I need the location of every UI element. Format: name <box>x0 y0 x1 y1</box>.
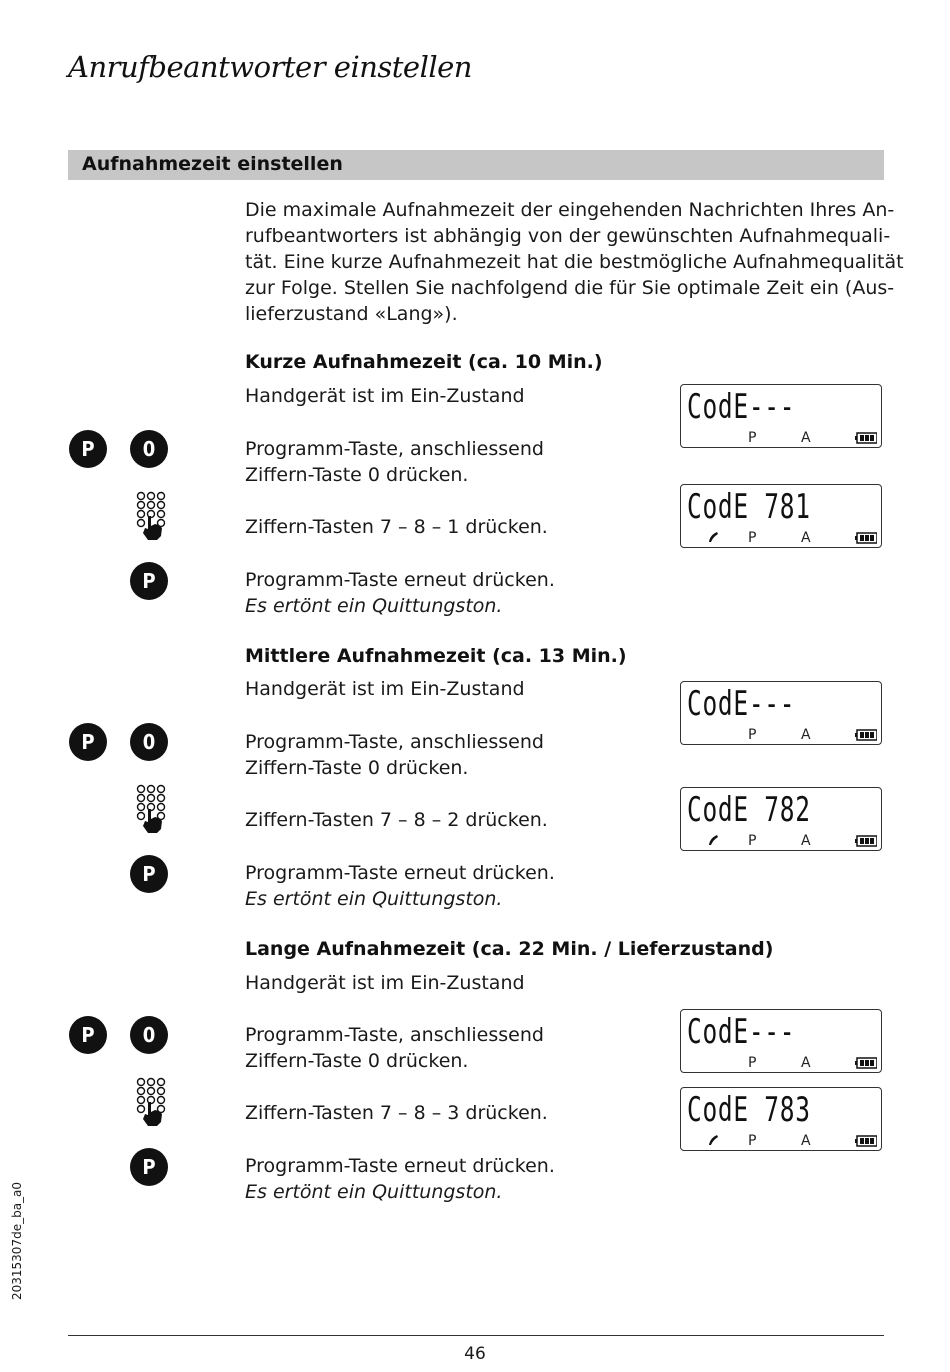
step-program-zero <box>245 729 544 781</box>
step-line: Programm-Taste erneut drücken. <box>245 862 555 884</box>
lcd-code-text: CodE 783 <box>687 1090 811 1130</box>
battery-icon <box>855 432 877 444</box>
p-key-icon: P <box>130 855 168 893</box>
confirmation-note: Es ertönt ein Quittungston. <box>245 888 503 910</box>
lcd-code-text: CodE--- <box>687 684 796 724</box>
page-number: 46 <box>464 1344 486 1364</box>
intro-line: tät. Eine kurze Aufnahmezeit hat die bestmögliche Aufnahmequalität <box>245 251 904 273</box>
step-digits: Ziffern-Tasten 7 – 8 – 2 drücken. <box>245 809 548 831</box>
handset-icon <box>707 833 721 847</box>
confirmation-note: Es ertönt ein Quittungston. <box>245 1181 503 1203</box>
intro-line: Die maximale Aufnahmezeit der eingehenden Nachrichten Ihres An- <box>245 199 895 221</box>
block-heading-long: Lange Aufnahmezeit (ca. 22 Min. / Lieferzustand) <box>245 938 774 960</box>
keypad-press-icon <box>133 1076 169 1126</box>
battery-icon <box>855 835 877 847</box>
intro-line: lieferzustand «Lang»). <box>245 303 458 325</box>
block-heading-short: Kurze Aufnahmezeit (ca. 10 Min.) <box>245 351 603 373</box>
lcd-p-indicator: P <box>748 530 757 546</box>
zero-key-icon: 0 <box>130 1016 168 1054</box>
step-digits: Ziffern-Tasten 7 – 8 – 3 drücken. <box>245 1102 548 1124</box>
handset-icon <box>707 530 721 544</box>
step-program-confirm <box>245 567 555 619</box>
step-line: Programm-Taste, anschliessend <box>245 438 544 460</box>
battery-icon <box>855 729 877 741</box>
step-line: Programm-Taste erneut drücken. <box>245 1155 555 1177</box>
lcd-code-text: CodE--- <box>687 1012 796 1052</box>
step-program-zero <box>245 1022 544 1074</box>
step-line: Programm-Taste, anschliessend <box>245 1024 544 1046</box>
block-state-text: Handgerät ist im Ein-Zustand <box>245 972 525 994</box>
keypad-press-icon <box>133 490 169 540</box>
step-program-zero <box>245 436 544 488</box>
lcd-a-indicator: A <box>801 1055 811 1071</box>
step-line: Programm-Taste, anschliessend <box>245 731 544 753</box>
step-line: Ziffern-Taste 0 drücken. <box>245 1050 469 1072</box>
lcd-a-indicator: A <box>801 1133 811 1149</box>
p-key-icon: P <box>69 430 107 468</box>
battery-icon <box>855 532 877 544</box>
battery-icon <box>855 1057 877 1069</box>
p-key-icon: P <box>69 723 107 761</box>
lcd-p-indicator: P <box>748 430 757 446</box>
lcd-code-text: CodE--- <box>687 387 796 427</box>
lcd-a-indicator: A <box>801 430 811 446</box>
p-key-icon: P <box>130 562 168 600</box>
page-header-title: Anrufbeantworter einstellen <box>68 50 472 84</box>
footer-rule <box>68 1335 884 1336</box>
handset-icon <box>707 1133 721 1147</box>
lcd-display <box>680 681 882 745</box>
step-digits: Ziffern-Tasten 7 – 8 – 1 drücken. <box>245 516 548 538</box>
step-program-confirm <box>245 860 555 912</box>
intro-paragraph <box>245 197 904 327</box>
lcd-display <box>680 1009 882 1073</box>
block-heading-medium: Mittlere Aufnahmezeit (ca. 13 Min.) <box>245 645 627 667</box>
lcd-p-indicator: P <box>748 1133 757 1149</box>
lcd-code-text: CodE 781 <box>687 487 811 527</box>
zero-key-icon: 0 <box>130 723 168 761</box>
lcd-a-indicator: A <box>801 727 811 743</box>
p-key-icon: P <box>69 1016 107 1054</box>
step-line: Programm-Taste erneut drücken. <box>245 569 555 591</box>
lcd-a-indicator: A <box>801 530 811 546</box>
lcd-display <box>680 1087 882 1151</box>
intro-line: zur Folge. Stellen Sie nachfolgend die für Sie optimale Zeit ein (Aus- <box>245 277 895 299</box>
lcd-display <box>680 484 882 548</box>
section-bar <box>68 150 884 180</box>
confirmation-note: Es ertönt ein Quittungston. <box>245 595 503 617</box>
step-line: Ziffern-Taste 0 drücken. <box>245 757 469 779</box>
step-program-confirm <box>245 1153 555 1205</box>
lcd-p-indicator: P <box>748 727 757 743</box>
section-title: Aufnahmezeit einstellen <box>82 153 343 175</box>
lcd-p-indicator: P <box>748 1055 757 1071</box>
block-state-text: Handgerät ist im Ein-Zustand <box>245 385 525 407</box>
battery-icon <box>855 1135 877 1147</box>
intro-line: rufbeantworters ist abhängig von der gewünschten Aufnahmequali- <box>245 225 891 247</box>
lcd-p-indicator: P <box>748 833 757 849</box>
document-code: 20315307de_ba_a0 <box>10 1181 24 1300</box>
p-key-icon: P <box>130 1148 168 1186</box>
block-state-text: Handgerät ist im Ein-Zustand <box>245 678 525 700</box>
zero-key-icon: 0 <box>130 430 168 468</box>
step-line: Ziffern-Taste 0 drücken. <box>245 464 469 486</box>
keypad-press-icon <box>133 783 169 833</box>
lcd-code-text: CodE 782 <box>687 790 811 830</box>
lcd-display <box>680 787 882 851</box>
lcd-a-indicator: A <box>801 833 811 849</box>
lcd-display <box>680 384 882 448</box>
